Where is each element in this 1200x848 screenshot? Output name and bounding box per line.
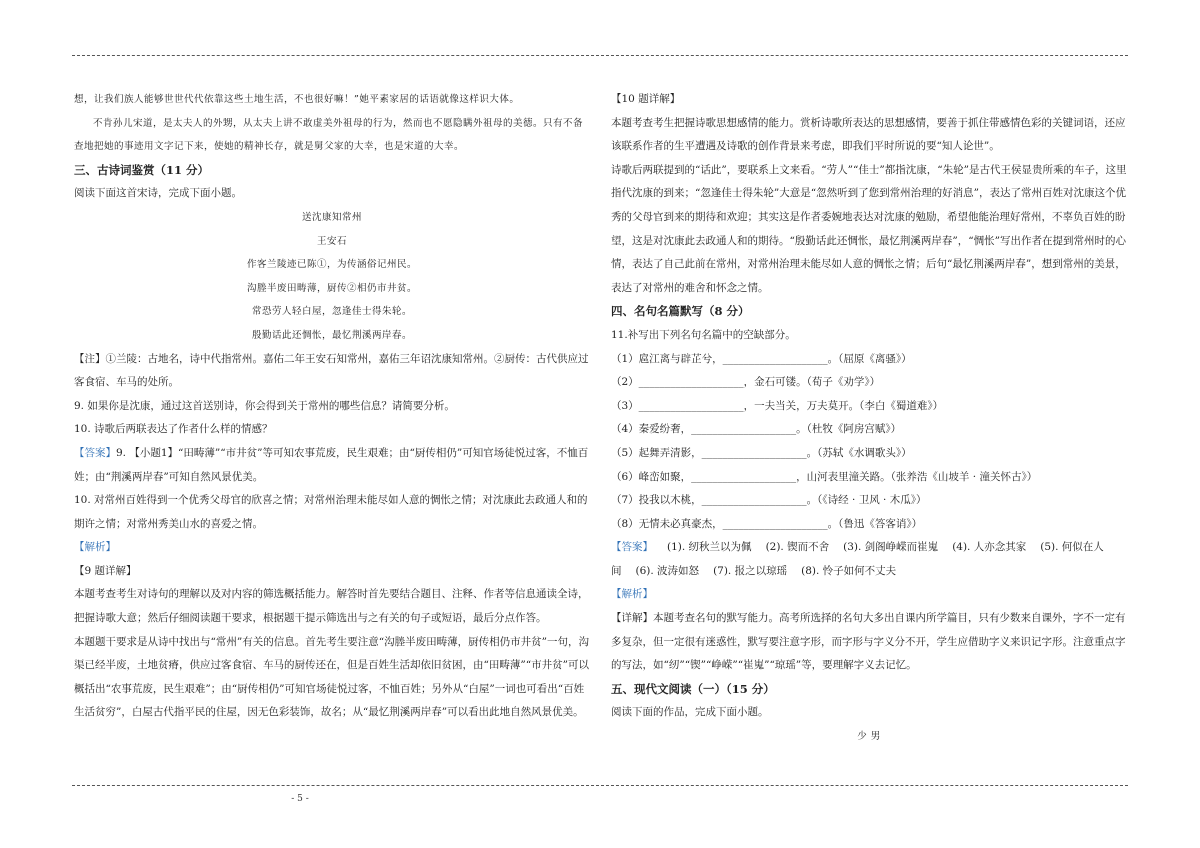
paragraph: 本题考查考生对诗句的理解以及对内容的筛选概括能力。解答时首先要结合题目、注释、作者等信息通读全诗，把握诗歌大意；然后仔细阅读题干要求，根据题干提示筛选出与之有关的句子或短语，最后分点作答。 — [74, 588, 589, 625]
fill-item: （8）无情未必真豪杰，____________________。（鲁迅《答客诮》） — [611, 517, 923, 530]
answer-10: 10. 对常州百姓得到一个优秀父母官的欣喜之情；对常州治理未能尽如人意的惆怅之情；对沈康此去政通人和的期许之情；对常州秀美山水的喜爱之情。 — [74, 494, 588, 530]
answer-item: (7). 报之以琼瑶 — [713, 564, 788, 577]
question-10: 10. 诗歌后两联表达了作者什么样的情感？ — [74, 423, 273, 436]
footer-divider — [72, 785, 1128, 786]
detail-title: 【10 题详解】 — [611, 93, 681, 105]
section-title: 三、古诗词鉴赏（11 分） — [74, 162, 210, 177]
answer-label: 【答案】 — [74, 446, 116, 459]
answer-item: (4). 人亦念其家 — [952, 541, 1027, 554]
question-11: 11.补写出下列名句名篇中的空缺部分。 — [611, 328, 796, 341]
question-9: 9. 如果你是沈康，通过这首送别诗，你会得到关于常州的哪些信息？请简要分析。 — [74, 399, 455, 412]
answer-item: (5). 何似在人间 — [611, 541, 1104, 577]
analysis-label: 【解析】 — [611, 588, 653, 601]
fill-item: （5）起舞弄清影，____________________。（苏轼《水调歌头》） — [611, 446, 912, 459]
paragraph: 本题题干要求是从诗中找出与“常州”有关的信息。首先考生要注意“沟塍半废田畴薄，厨传相仍市井贫”一句，沟渠已经半废，土地贫瘠，供应过客食宿、车马的厨传还在，但是百姓生活却依旧贫困，由“田畴薄”“市井贫”可以概括出“农事荒废，民生艰难”；由“厨传相仍”可知官场徒悦过客，不恤百姓；另外从“白屋”一词也可看出“百姓生活贫穷”，白屋古代指平民的住屋，因无色彩装饰，故名；从“最忆荆溪两岸春”可以看出此地自然风景优美。 — [74, 635, 589, 719]
poem-line: 常恐劳人轻白屋，忽逢佳士得朱轮。 — [251, 306, 412, 318]
poem-title: 送沈康知常州 — [301, 211, 362, 223]
fill-item: （1）扈江离与辟芷兮，____________________。（屈原《离骚》） — [611, 352, 912, 365]
paragraph: 想，让我们族人能够世世代代依靠这些土地生活，不也很好嘛！”她平素家居的话语就像这样识大体。 — [74, 94, 520, 105]
right-column — [611, 88, 1127, 749]
poem-author: 王安石 — [316, 235, 347, 247]
fill-item: （2）____________________，金石可镂。（荀子《劝学》） — [611, 376, 881, 389]
page-number: - 5 - — [291, 794, 309, 804]
paragraph: 诗歌后两联提到的“话此”，要联系上文来看。“劳人”“佳士”都指沈康，“朱轮”是古代王侯显贵所乘的车子，这里指代沈康的到来；“忽逢佳士得朱轮”大意是“忽然听到了您到常州治理的好消息”，表达了常州百姓对沈康这个优秀的父母官到来的期待和欢迎；其实这是作者委婉地表达对沈康的勉励，希望他能治理好常州，不辜负百姓的盼望，这是对沈康此去政通人和的期待。“殷勤话此还惆怅，最忆荆溪两岸春”，“惆怅”写出作者在提到常州时的心情，表达了自己此前在常州，对常州治理未能尽如人意的惆怅之情；后句“最忆荆溪两岸春”，想到常州的美景，表达了对常州的难舍和怀念之情。 — [611, 163, 1127, 294]
note: 【注】①兰陵：古地名，诗中代指常州。嘉佑二年王安石知常州，嘉佑三年诏沈康知常州。②厨传：古代供应过客食宿、车马的处所。 — [74, 352, 589, 389]
instruction: 阅读下面这首宋诗，完成下面小题。 — [74, 187, 242, 200]
section-title: 五、现代文阅读（一）（15 分） — [611, 681, 775, 696]
answer-9: 【答案】9. 【小题1】“田畴薄”“市井贫”等可知农事荒废，民生艰难；由“厨传相仍”可知官场徒悦过客，不恤百姓；由“荆溪两岸春”可知自然风景优美。 — [74, 446, 589, 483]
analysis-label: 【解析】 — [74, 541, 116, 554]
header-divider — [72, 55, 1128, 56]
paragraph: 不肯孙儿宋道，是太夫人的外甥，从太夫上讲不敢虚美外祖母的行为，然而也不愿隐瞒外祖母的美德。只有不备查地把她的事迹用文字记下来，使她的精神长存，就是舅父家的大幸，也是宋道的大幸。 — [74, 117, 584, 153]
section-title: 四、名句名篇默写（8 分） — [611, 304, 750, 319]
left-column — [74, 88, 590, 725]
answer-item: (6). 波涛如怒 — [635, 564, 700, 577]
paragraph: 本题考查考生把握诗歌思想感情的能力。赏析诗歌所表达的思想感情，要善于抓住带感情色彩的关键词语，还应该联系作者的生平遭遇及诗歌的创作背景来考虑，即我们平时所说的要“知人论世”。 — [611, 116, 1126, 153]
fill-item: （7）投我以木桃，____________________。（《诗经 · 卫风 · 木瓜》） — [611, 494, 927, 507]
answer-item: (2). 锲而不舍 — [765, 541, 830, 554]
paragraph: 【详解】本题考查名句的默写能力。高考所选择的名句大多出自课内所学篇目，只有少数来自课外，字不一定有多复杂，但一定很有迷惑性，默写要注意字形，而字形与字义分不开，学生应借助字义来识记字形。注意重点字的写法，如“纫”“锲”“峥嵘”“崔嵬”“琼瑶”等，要理解字义去记忆。 — [611, 612, 1126, 672]
poem-line: 沟塍半废田畴薄，厨传②相仍市井贫。 — [246, 282, 417, 294]
poem-line: 作客兰陵迹已陈①，为传涵俗记州民。 — [246, 259, 417, 271]
story-title: 少 男 — [857, 731, 881, 743]
answer-item: (8). 怜子如何不丈夫 — [801, 564, 897, 577]
fill-item: （6）峰峦如聚，____________________，山河表里潼关路。（张养浩《山坡羊 · 潼关怀古》） — [611, 470, 1038, 483]
answer-list — [611, 536, 1127, 583]
fill-item: （3）____________________，一夫当关，万夫莫开。（李白《蜀道难》） — [611, 399, 944, 412]
fill-item: （4）秦爱纷奢，____________________。（杜牧《阿房宫赋》） — [611, 423, 902, 436]
answer-item: (3). 剑阁峥嵘而崔嵬 — [843, 541, 939, 554]
answer-item: (1). 纫秋兰以为佩 — [667, 541, 752, 554]
detail-title: 【9 题详解】 — [74, 564, 137, 577]
instruction: 阅读下面的作品，完成下面小题。 — [611, 706, 769, 719]
answer-label: 【答案】 — [611, 541, 653, 554]
poem-line: 殷勤话此还惆怅，最忆荆溪两岸春。 — [251, 329, 412, 341]
